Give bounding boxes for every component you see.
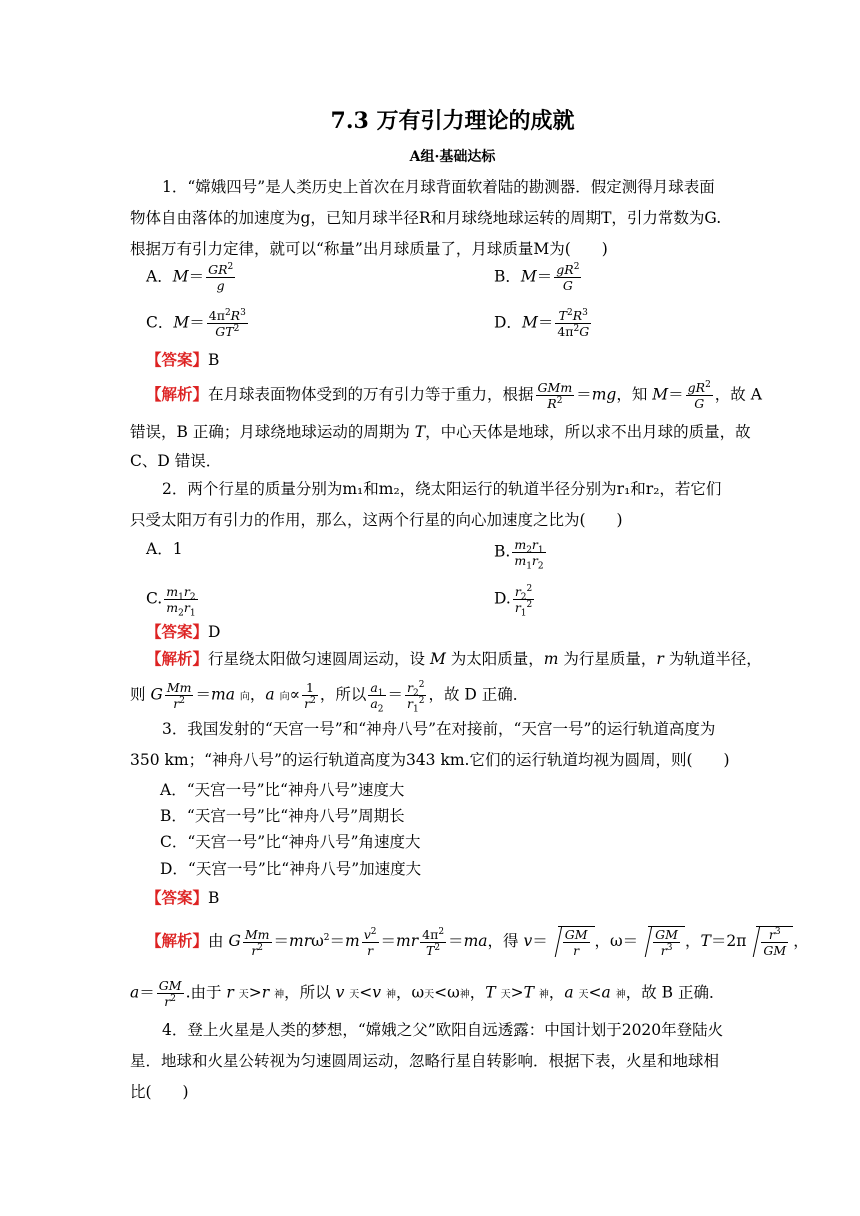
q3-option-a: A．“天宫一号”比“神舟八号”速度大 [160, 781, 405, 799]
q1-option-b: B．M＝ $\frac{gR^2}{G}$ [494, 261, 580, 293]
q1-analysis-line2: 错误，B 正确；月球绕地球运动的周期为 T，中心天体是地球，所以求不出月球的质量，故 [130, 423, 751, 441]
q1-option-d: D．M＝ $\frac{T^2R^3}{4\pi^2G}$ [494, 307, 590, 339]
q3-stem: 3．我国发射的“天宫一号”和“神舟八号”在对接前，“天宫一号”的运行轨道高度为350 km；“神舟八号”的运行轨道高度为343 km.它们的运行轨道均视为圆周，则( ) [130, 720, 730, 769]
q2-analysis-line2: 则 G $\frac{Mm}{r^2}$ ＝ma 向，a 向∝ $\frac{1}{r^2}$ ，所以 $\frac{a_1}{a_2}$ ＝ $\frac{r_2^2}{r_1^2}$ ，故 D 正确． [130, 679, 529, 715]
page-title: 7.3 万有引力理论的成就 [330, 108, 575, 134]
q1-option-a: A．M＝ $\frac{GR^2}{g}$ [146, 261, 234, 293]
section-subtitle: A组·基础达标 [409, 149, 496, 165]
q1-analysis-line3: C、D 错误． [130, 452, 222, 470]
q2-option-d: D. $\frac{r_2^2}{r_1^2}$ [494, 583, 533, 619]
q3-option-b: B．“天宫一号”比“神舟八号”周期长 [160, 807, 405, 825]
q3-option-c: C．“天宫一号”比“神舟八号”角速度大 [160, 833, 421, 851]
q2-option-c: C. $\frac{m_1r_2}{m_2r_1}$ [146, 584, 196, 619]
q1-analysis-line1: 【解析】在月球表面物体受到的万有引力等于重力，根据 $\frac{\text{GMm}}{R^2}$ ＝mg，知 M＝ $\frac{gR^2}{G}$ ，故 A [146, 379, 762, 411]
q3-option-d: D．“天宫一号”比“神舟八号”加速度大 [160, 860, 422, 878]
q1-option-c: C．M＝ $\frac{4\pi^2R^3}{GT^2}$ [146, 307, 246, 339]
q4-stem: 4．登上火星是人类的梦想，“嫦娥之父”欧阳自远透露：中国计划于2020年登陆火星．地球和火星公转视为匀速圆周运动，忽略行星自转影响．根据下表，火星和地球相比( ) [130, 1021, 724, 1101]
q2-stem: 2．两个行星的质量分别为m₁和m₂，绕太阳运行的轨道半径分别为r₁和r₂，若它们只受太阳万有引力的作用，那么，这两个行星的向心加速度之比为( ) [130, 480, 722, 529]
q3-answer: 【答案】B [146, 888, 220, 907]
q3-analysis-line2: a＝ $\frac{GM}{r^2}$ .由于 r 天>r 神，所以 v 天<v 神，ω天<ω神，T 天>T 神，a 天<a 神，故 B 正确． [130, 978, 725, 1009]
q2-analysis-line1: 【解析】行星绕太阳做匀速圆周运动，设 M 为太阳质量，m 为行星质量，r 为轨道半径， [146, 649, 762, 668]
q1-stem: 1．“嫦娥四号”是人类历史上首次在月球背面软着陆的勘测器．假定测得月球表面物体自由落体的加速度为g，已知月球半径R和月球绕地球运转的周期T，引力常数为G.根据万有引力定律，就可以“称量”出月球质量了，月球质量M为( ) [130, 178, 722, 258]
q2-answer: 【答案】D [146, 622, 221, 641]
q3-analysis-line1: 【解析】由 G $\frac{Mm}{r^2}$ ＝mrω$^2$＝m $\frac{v^2}{r}$ ＝mr $\frac{4\pi^2}{T^2}$ ＝ma，得 v＝ $\frac{GM}{r}$ ，ω＝ $\frac{GM}{r^3}$ ，T＝2π $\frac{r^3}{GM}$ ， [146, 926, 809, 958]
q1-answer: 【答案】B [146, 350, 220, 369]
q2-option-b: B. $\frac{m_2r_1}{m_1r_2}$ [494, 537, 544, 572]
q2-option-a: A．1 [146, 540, 183, 558]
